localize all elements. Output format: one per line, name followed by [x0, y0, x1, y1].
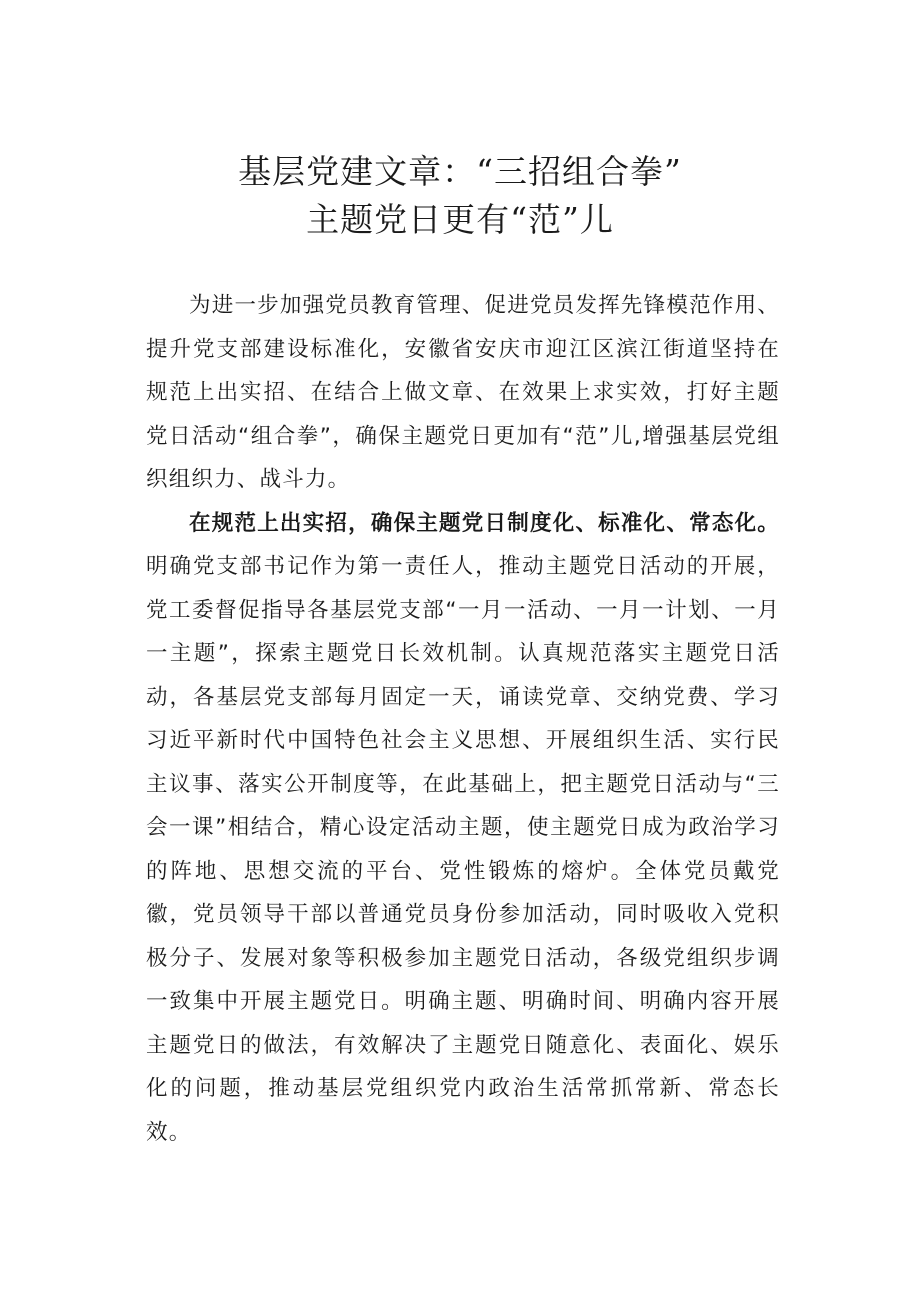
- section-1-body: 明确党支部书记作为第一责任人，推动主题党日活动的开展，党工委督促指导各基层党支部“一月一活动、一月一计划、一月一主题”，探索主题党日长效机制。认真规范落实主题党日活动，各基层党支部每月固定一天，诵读党章、交纳党费、学习习近平新时代中国特色社会主义思想、开展组织生活、实行民主议事、落实公开制度等，在此基础上，把主题党日活动与“三会一课”相结合，精心设定活动主题，使主题党日成为政治学习的阵地、思想交流的平台、党性锻炼的熔炉。全体党员戴党徽，党员领导干部以普通党员身份参加活动，同时吸收入党积极分子、发展对象等积极参加主题党日活动，各级党组织步调一致集中开展主题党日。明确主题、明确时间、明确内容开展主题党日的做法，有效解决了主题党日随意化、表面化、娱乐化的问题，推动基层党组织党内政治生活常抓常新、常态长效。: [146, 554, 780, 1145]
- section-1-heading: 在规范上出实招，确保主题党日制度化、标准化、常态化。: [189, 510, 780, 536]
- title-line-1: 基层党建文章：“三招组合拳”: [238, 152, 682, 191]
- title-line-2: 主题党日更有“范”儿: [306, 200, 614, 239]
- document-body: [146, 284, 780, 1154]
- document-title: [140, 148, 780, 244]
- section-1-paragraph: [146, 502, 780, 1155]
- intro-paragraph: 为进一步加强党员教育管理、促进党员发挥先锋模范作用、提升党支部建设标准化，安徽省安庆市迎江区滨江街道坚持在规范上出实招、在结合上做文章、在效果上求实效，打好主题党日活动“组合拳”，确保主题党日更加有“范”儿,增强基层党组织组织力、战斗力。: [146, 293, 780, 492]
